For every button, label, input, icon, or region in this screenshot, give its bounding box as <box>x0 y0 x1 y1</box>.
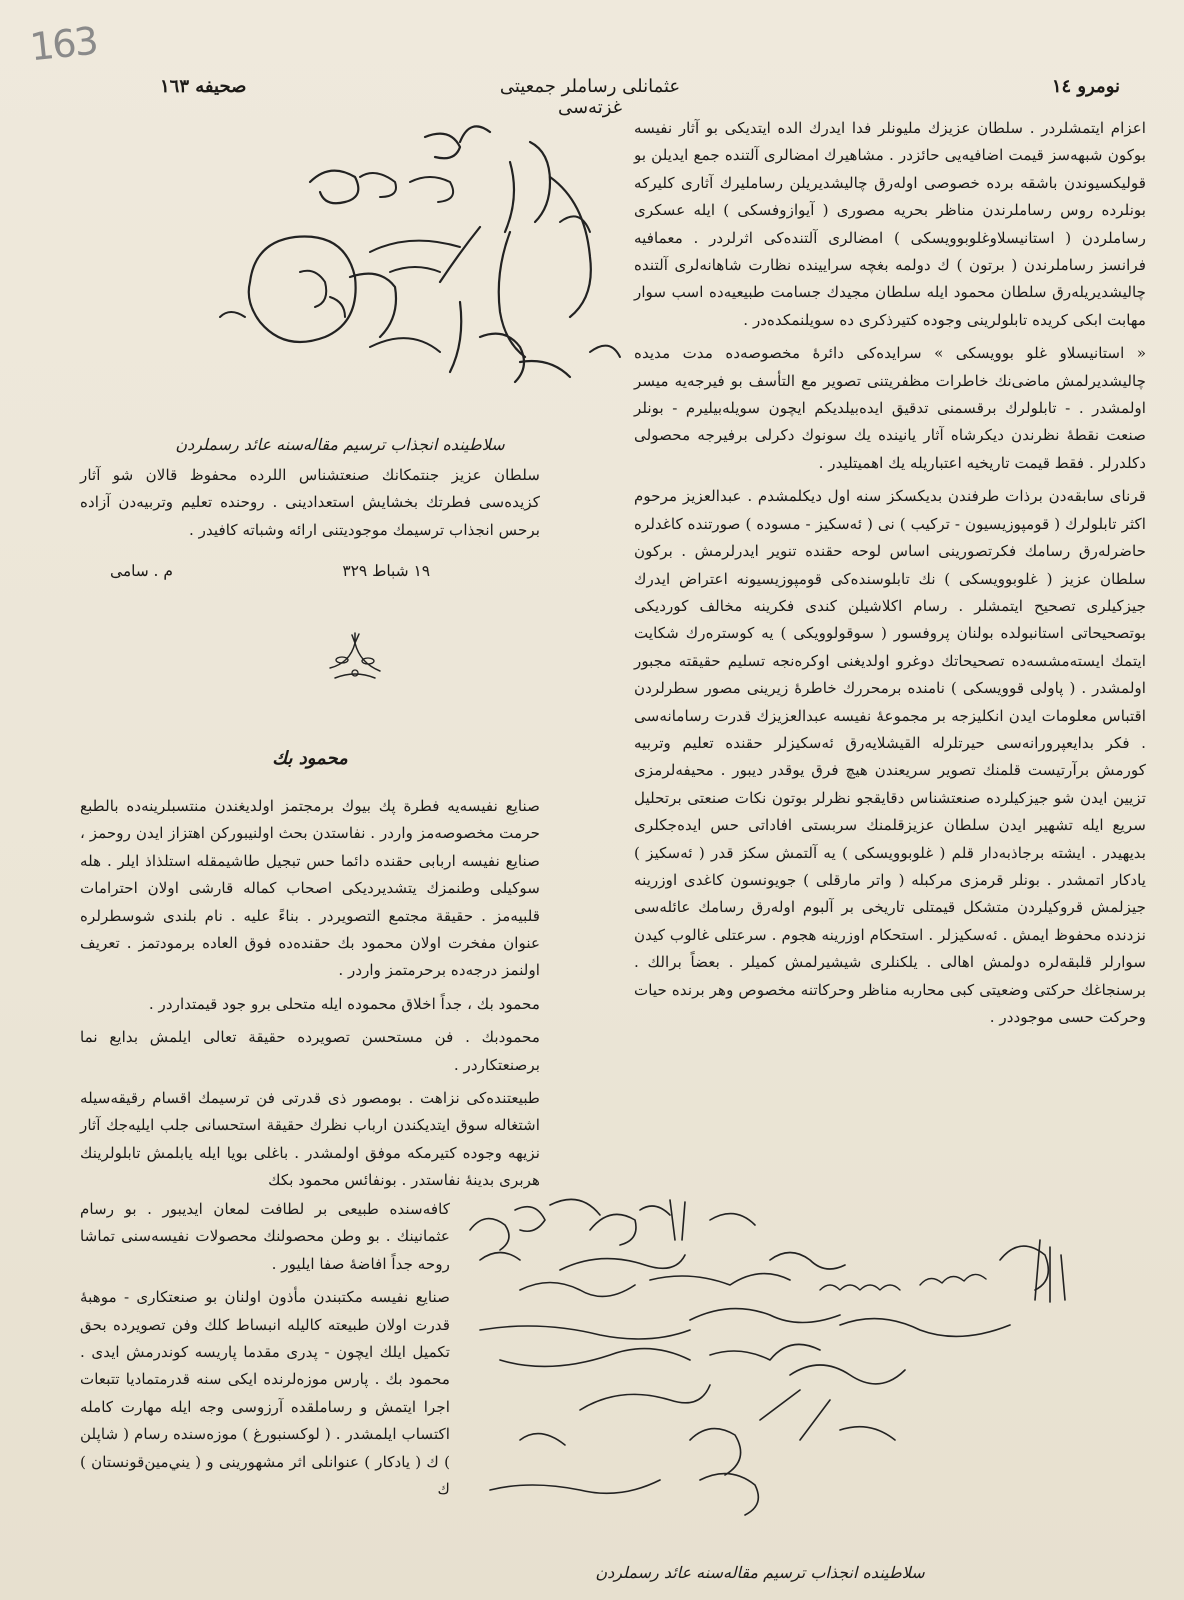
text-line: عبدالعزيز مرحوم اكثر تابلولرك ( قومپوزيسيون - تركيب ) نى <box>634 487 1146 533</box>
text-line: بو آثار نفيسه بوكون شبهه‌سز قيمت اضافيه‌يى حائزدر . <box>634 119 1146 165</box>
text-line: بدايعپرورانه‌سى حيرتلرله القيشلايه‌رق ئه‌سكيزلر حقنده تعليم وتربيه <box>634 733 1095 752</box>
page-number: صحيفه ١٦٣ <box>160 76 247 97</box>
text-line: بلندى شوسطرلره عنوان مفخرت اولان محمود بك حقنده‌ده فوق العاده <box>80 906 541 953</box>
text-line: كافه‌سنده طبيعى بر لطافت لمعان ايديبور . بو <box>124 1200 450 1218</box>
text-line: اعزام ايتمشلردر . سلطان عزيزك مليونلر فدا ايدرك الده ايتديكى <box>724 119 1147 137</box>
text-line: دولمه بغچه سرايينده نظارت شاهانه‌لرى آلتنده چاليشديريله‌رق <box>634 256 1147 302</box>
text-line: تدقيق ايده‌بيلديكم ايچون سويله‌بيليرم - بونلر صنعت نقطهٔ نظرندن <box>634 399 1146 445</box>
author-signature: م . سامى <box>110 562 173 580</box>
text-line: اولان احترامات قلبيه‌مز . حقيقة مجتمع التصويردر . بناءً عليه . نام <box>80 879 540 925</box>
text-line: مشاهيرك امضالرى آلتنده جمع ايديلن بو قوليكسيوندن باشقه <box>634 146 1146 192</box>
text-line: صنايع نفيسه‌يه فطرة پك بيوك برمجتمز اولديغندن منتسبلرينه‌ده <box>126 797 540 815</box>
issue-number: نومرو ١٤ <box>1051 76 1120 97</box>
bottom-sketch-caption: سلاطينده انجذاب ترسيم مقاله‌سنه عائد رسملردن <box>595 1563 925 1582</box>
text-line: فقط قيمت تاريخيه اعتباريله يك اهميتليدر . <box>818 453 1085 472</box>
text-line: طبيعتنده‌كى نزاهت . بومصور ذى قدرتى فن ترسيمك اقسام <box>152 1089 540 1108</box>
text-line: قيمتلى تاريخى بر آلبوم اوله‌رق رسامك عائله‌سى نزدنده محفوظ ايمش . <box>634 898 1146 944</box>
text-line: ايله مهارت كامله اكتساب ايلمشدر . ( لوكسنبورغ ) <box>80 1397 451 1444</box>
text-line: كورمش برآرتيست قلمنك تصوير سريعندن هيچ فرق يوقدر ديبور . <box>720 761 1147 780</box>
text-line: برصنعتكاردر . <box>453 1055 540 1074</box>
mahmud-bey-article <box>80 793 540 1201</box>
text-line: انكليزجه بر مجموعهٔ نفيسه عبدالعزيزك قدرت رسامانه‌سى . فكر <box>634 706 1147 752</box>
text-line: مع التأسف بو فيرجه‌يه ميسر اولمشدر . - تابلولرك برقسمنى <box>634 371 1147 418</box>
text-line: محمودبك . فن مستحسن تصويرده حقيقة تعالى ايلمش بدايع نما <box>80 1028 540 1047</box>
article-date: ١٩ شباط ٣٢٩ <box>342 562 430 580</box>
text-line: برسنجاغك حركتى وضعيتى كبى محاربه مناظر وحركاتنه مخصوص <box>738 980 1146 999</box>
text-line: « استانيسلاو غلو بوويسكى » سرايده‌كى دائرهٔ مخصوصه‌ده <box>725 344 1147 363</box>
text-line: محمود بك . پارس موزه‌لرنده ايكى سنه قدرمتماديا <box>125 1370 450 1389</box>
text-line: اساس لوحه حقنده تنوير ايدرلرمش . بركون سلطان عزيز <box>634 542 1147 588</box>
text-line: موزه‌سنده رسام ( شاپلن ) ك ( يادكار ) <box>80 1425 451 1471</box>
text-line: ايدن روحمز ، صنايع نفيسه اربابى حقنده دائما حس تبجيل طاشيمقله <box>80 824 540 870</box>
text-line: برمودتمز . تعريف اولنمز درجه‌ده برحرمتمز واردر . <box>80 934 540 980</box>
text-line: مدت مديده چاليشديرلمش ماضى‌نك خاطرات مظفريتنى تصوير <box>634 344 1146 390</box>
text-line: مهابت ابكى كريده تابلولرينى وجوده كتيرذكرى ده سويلنمكده‌در . <box>743 310 1146 329</box>
text-line: ( ئه‌سكيز - مسوده ) صورتنده كاغدلره حاضرله‌رق رسامك فكرتصورينى <box>634 514 1147 561</box>
text-line: سلطان محمود ايله سلطان مجيدك جسامت طبيعيه‌ده اسب سوار <box>634 283 1047 302</box>
text-line: عنوانلى اثر مشهورينى و ( يني‌مين‌قونستان ) ك <box>80 1452 450 1499</box>
text-line: رسام عثمانينك . بو وطن محصولنك محصولات <box>80 1200 450 1246</box>
text-line: بالطبع حرمت مخصوصه‌مز واردر . نفاستدن بحث اولنيبوركن اهتزاز <box>80 797 540 843</box>
text-line: قلبقه‌لره دولمش اهالى . يلكنلرى شيشيرلمش كميلر . بعضاً برالك . <box>634 953 1093 972</box>
text-line: ( واتر مارقلى ) جويونسون كاغدى اوزرينه جيزلمش قروكيلردن متشكل <box>634 870 1146 917</box>
text-line: ايله عسكرى رساملردن ( استانيسلاوغلوبوويسكى ) امضالرى <box>634 201 1147 247</box>
text-line: كوستره‌رك شكايت ايتمك ايسته‌مشسه‌ده تصحيحاتك دوغرو اولديغنى <box>634 624 1146 670</box>
text-line: محمود بك ، جداً اخلاق محموده ايله متحلى برو جود قيمتداردر . <box>148 994 540 1013</box>
text-line: نفيسه‌سنى تماشا روحه جداً افاضهٔ صفا ايليور . <box>80 1227 450 1273</box>
text-line: محيفه‌لرمزى تزيين ايدن شو جيزكيلرده صنعتشناس دقايقجو نظرلر بوتون <box>634 761 1147 807</box>
text-line: بونلرده روس رساملرندن مناظر بحريه مصورى ( آيوازوفسكى ) <box>723 201 1146 220</box>
text-line: آلتمش سكز قدر ( ئه‌سكيز ) يادكار اتمشدر . بونلر قرمزى مركبله <box>634 843 1147 889</box>
text-line: انبساط كلك وفن تصويرده بحق تكميل ايلك <box>80 1315 451 1362</box>
text-line: افاداتى حس ايده‌جكلرى بديهيدر . ايشته برجاذبه‌دار قلم ( غلوبوويسكى ) يه <box>634 816 1146 862</box>
text-line: وهر برنده حيات وحركت حسى موجوددر . <box>634 980 1146 1026</box>
section-title: محمود بك <box>272 748 348 769</box>
mahmud-bey-article-continued <box>80 1196 450 1509</box>
top-sketch-caption: سلاطينده انجذاب ترسيم مقاله‌سنه عائد رسملردن <box>175 435 505 454</box>
text-line: آلتنده‌كى اثرلردر . معمافيه فرانسز رساملرندن ( برتون ) ك <box>634 228 1147 275</box>
text-line: ديكرشاه آثار يانينده يك سونوك دكرلى برفيرجه محصولى دكلدرلر . <box>634 426 1146 472</box>
text-line: قرناى سابقه‌دن برذات طرفندن بديكسكز سنه اول ديكلمشدم . <box>747 487 1146 506</box>
floral-ornament-icon <box>320 628 390 688</box>
text-line: جلب ايليه‌جك آثار نزيهه وجوده كتيرمكه موفق اولمشدر . باغلى <box>80 1116 540 1162</box>
text-line: جيزكيلرى تصحيح ايتمشلر . رسام اكلاشيلن كندى فكرينه مخالف <box>699 596 1146 615</box>
text-line: تتبعات اجرا ايتمش و رساملقده آرزوسى وجه <box>80 1370 450 1416</box>
pencil-page-number: 163 <box>27 18 99 70</box>
text-line: كورديكى بوتصحيحاتى استانبولده بولنان پروفسور ( سوقولوويكى ) يه <box>634 596 1146 643</box>
text-line: برحس انجذاب ترسيمك موجوديتنى ارائه وشباته كافيدر . <box>188 520 540 539</box>
text-line: استلذاذ ايلر . هله سوكيلى وطنمزك يتشديرديكى اصحاب كماله قارشى <box>80 851 541 898</box>
horseman-sketch <box>210 122 650 412</box>
text-line: برمحررك خاطرهٔ زيرينى مصور سطرلردن اقتباس معلومات ايدن <box>634 679 1147 725</box>
text-line: اوكره‌نجه تسليم حقيقته مجبور اولمشدر . ( پاولى قوويسكى ) نامنده <box>634 651 1146 698</box>
text-line: صنايع نفيسه مكتبندن مأذون اولنان بو <box>205 1288 450 1307</box>
text-line: سلطان عزيز جنتمكانك صنعتشناس اللرده محفوظ قالان شو آثار <box>80 466 540 484</box>
text-line: صنعتكارى - موهبهٔ قدرت اولان طبيعته كاليله <box>80 1288 451 1334</box>
text-line: ( غلوبوويسكى ) نك تابلوسنده‌كى قومپوزيسيونه اعتراض ايدرك <box>634 569 1053 588</box>
text-line: ايچون - پدرى مقدما پاريسه كوندرمش ايدى . <box>80 1343 374 1362</box>
right-column-article <box>634 115 1146 1037</box>
signature-line <box>80 562 540 588</box>
page-header <box>160 72 1120 118</box>
text-line: ئه‌سكيزلر . استحكام اوزرينه هجوم . سرعتلى غالوب كيدن سوارلر <box>634 925 1146 972</box>
text-line: رقيقه‌سيله اشتغاله سوق ايتديكندن ارباب نظرك حقيقة استحسانى <box>80 1089 540 1135</box>
text-line: كزيده‌سى فطرتك بخشايش استعدادينى . روحنده تعليم وتربيه‌دن آزاده <box>80 493 540 512</box>
intro-paragraph <box>80 462 540 550</box>
battle-scene-sketch <box>460 1190 1080 1530</box>
text-line: برده خصوصى اوله‌رق چاليشديريلن رسامليرك آثارى كليركه <box>634 173 1014 192</box>
text-line: نكات صنعتى برتحليل سريع ايله تشهير ايدن سلطان عزيزقلمنك سربستى <box>634 788 1146 835</box>
text-line: بويا ايله يابلمش تابلولرينك هربرى بدينهٔ نفاستدر . بونفائس محمود بكك <box>80 1143 540 1190</box>
gazette-title: عثمانلى رساملر جمعيتى غزته‌سى <box>499 76 681 118</box>
